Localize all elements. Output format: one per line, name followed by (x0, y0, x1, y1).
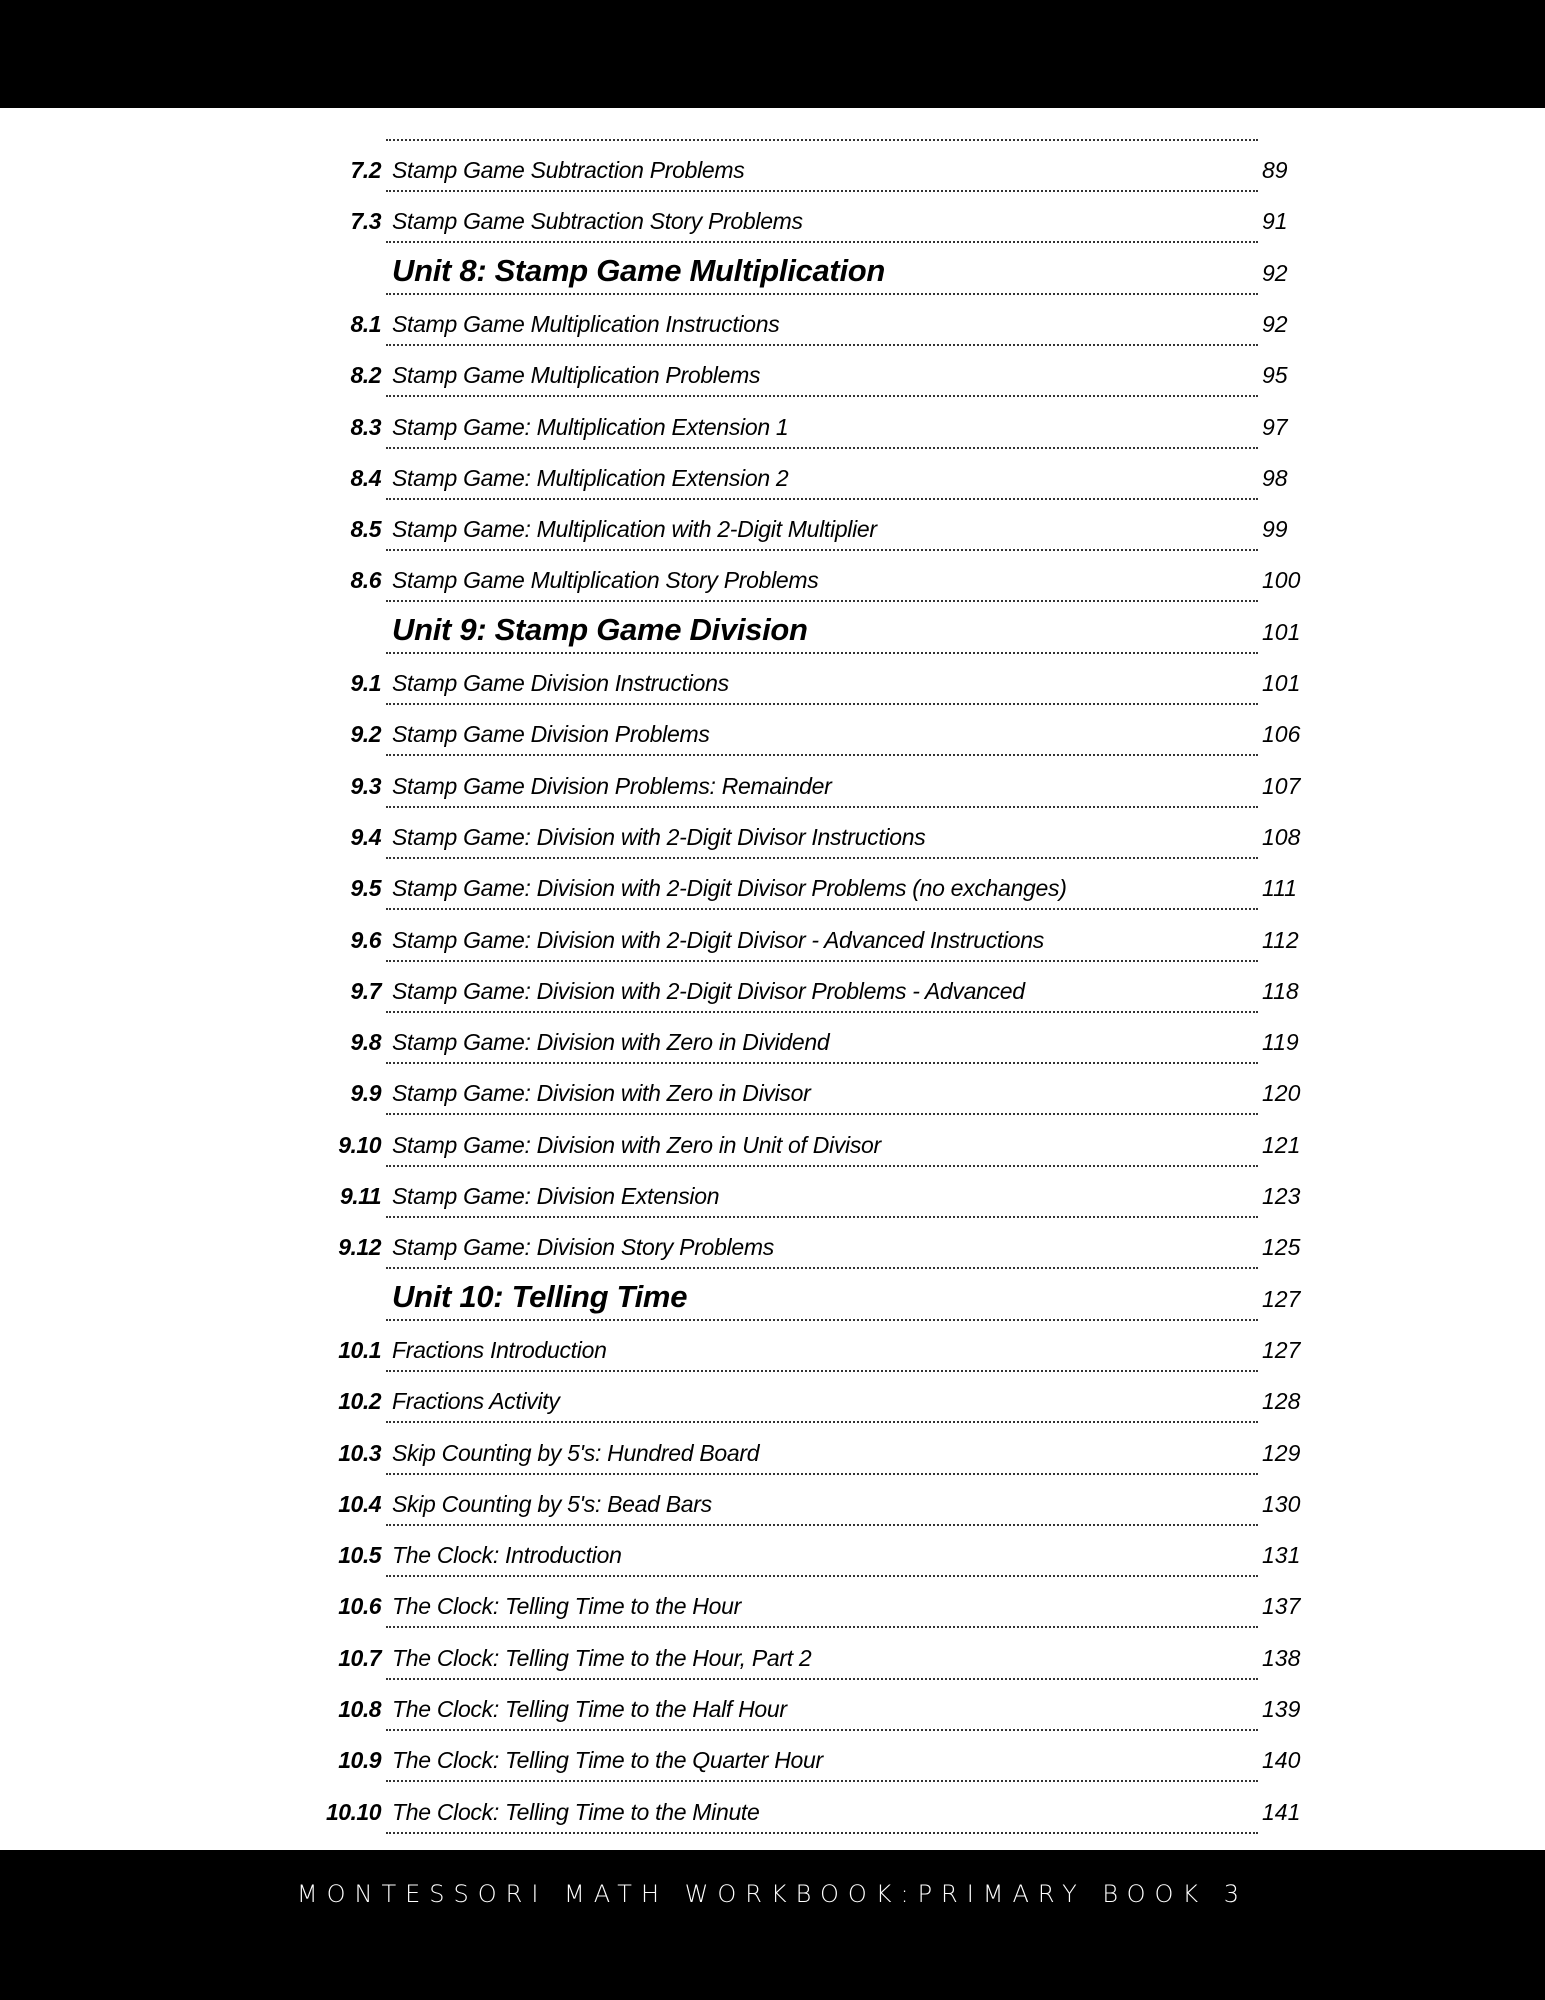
section-number: 8.2 (350, 362, 381, 389)
page-number: 130 (1262, 1490, 1301, 1517)
page-number: 129 (1262, 1439, 1301, 1466)
entry-title: The Clock: Telling Time to the Hour, Part 2 (392, 1644, 812, 1671)
section-number: 10.7 (338, 1644, 381, 1671)
entry-title: Stamp Game: Division with Zero in Unit of Divisor (392, 1131, 881, 1158)
page-number: 118 (1262, 977, 1299, 1004)
page-number: 106 (1262, 721, 1301, 748)
entry-title: Unit 8: Stamp Game Multiplication (392, 252, 886, 288)
toc-entry[interactable] (0, 1731, 1545, 1782)
section-number: 9.2 (350, 721, 381, 748)
page-footer (0, 1850, 1545, 2000)
entry-title: The Clock: Introduction (392, 1542, 622, 1569)
toc-entry[interactable] (0, 449, 1545, 500)
toc-entry[interactable] (0, 141, 1545, 192)
page-number: 89 (1262, 157, 1288, 183)
toc-entry[interactable] (0, 859, 1545, 910)
section-number: 8.5 (350, 516, 381, 543)
toc-entry[interactable] (0, 654, 1545, 705)
toc-entry[interactable] (0, 962, 1545, 1013)
page-number: 92 (1262, 259, 1288, 286)
entry-title: Stamp Game Subtraction Problems (392, 157, 745, 183)
page-number: 138 (1262, 1644, 1301, 1671)
section-number: 10.9 (338, 1747, 381, 1774)
entry-title: Stamp Game: Multiplication Extension 2 (392, 464, 789, 491)
section-number: 8.4 (350, 464, 381, 491)
page-number: 107 (1262, 772, 1301, 799)
entry-title: Stamp Game Multiplication Problems (392, 362, 761, 389)
entry-title: Stamp Game Division Problems: Remainder (392, 772, 832, 799)
page-number: 125 (1262, 1234, 1301, 1261)
section-number: 9.4 (350, 823, 381, 850)
top-black-band (0, 0, 1545, 108)
section-number: 10.2 (338, 1388, 381, 1415)
page-number: 92 (1262, 310, 1288, 337)
page-number: 98 (1262, 464, 1288, 491)
toc-unit-heading[interactable] (0, 244, 1545, 295)
toc-entry[interactable] (0, 551, 1545, 602)
toc-entry[interactable] (0, 1116, 1545, 1167)
entry-title: Stamp Game: Division with 2-Digit Divisor Problems - Advanced (392, 977, 1025, 1004)
section-number: 8.3 (350, 413, 381, 440)
entry-title: Stamp Game: Multiplication with 2-Digit Multiplier (392, 516, 877, 543)
entry-title: Stamp Game: Division with Zero in Divisor (392, 1080, 811, 1107)
entry-title: Stamp Game: Division Story Problems (392, 1234, 774, 1261)
page-number: 101 (1262, 670, 1301, 696)
page-number: 108 (1262, 823, 1301, 850)
page-number: 99 (1262, 516, 1288, 543)
toc-entry[interactable] (0, 1577, 1545, 1628)
page-number: 100 (1262, 567, 1301, 594)
entry-title: The Clock: Telling Time to the Half Hour (392, 1696, 787, 1722)
toc-entry[interactable] (0, 808, 1545, 859)
toc-entry[interactable] (0, 911, 1545, 962)
toc-entry[interactable] (0, 500, 1545, 551)
section-number: 7.2 (350, 157, 381, 183)
section-number: 9.11 (339, 1183, 381, 1209)
entry-title: Skip Counting by 5's: Hundred Board (392, 1439, 760, 1466)
toc-entry[interactable] (0, 1013, 1545, 1064)
page-number: 91 (1262, 208, 1288, 235)
page-number: 111 (1262, 875, 1297, 902)
page-number: 140 (1262, 1747, 1301, 1774)
section-number: 10.3 (338, 1439, 381, 1466)
page-number: 119 (1262, 1029, 1299, 1056)
toc-entry[interactable] (0, 1372, 1545, 1423)
toc-entry[interactable] (0, 757, 1545, 808)
page-number: 121 (1262, 1131, 1301, 1158)
entry-title: Stamp Game: Division with Zero in Dividend (392, 1029, 830, 1056)
entry-title: Fractions Introduction (392, 1336, 607, 1363)
section-number: 9.12 (338, 1234, 381, 1261)
toc-entry[interactable] (0, 192, 1545, 243)
entry-title: Stamp Game: Division Extension (392, 1183, 720, 1209)
section-number: 9.8 (350, 1029, 381, 1056)
page-number: 128 (1262, 1388, 1301, 1415)
entry-title: Skip Counting by 5's: Bead Bars (392, 1490, 712, 1517)
toc-entry[interactable] (0, 1629, 1545, 1680)
toc-entry[interactable] (0, 705, 1545, 756)
section-number: 7.3 (350, 208, 381, 235)
entry-title: Stamp Game Multiplication Instructions (392, 310, 780, 337)
toc-entry[interactable] (0, 295, 1545, 346)
toc-entry[interactable] (0, 1218, 1545, 1269)
page-number: 101 (1262, 618, 1301, 645)
toc-entry[interactable] (0, 1321, 1545, 1372)
toc-unit-heading[interactable] (0, 1270, 1545, 1321)
entry-title: Stamp Game: Division with 2-Digit Divisor Instructions (392, 823, 926, 850)
section-number: 10.10 (325, 1798, 381, 1825)
toc-entry[interactable] (0, 346, 1545, 397)
section-number: 8.6 (350, 567, 381, 594)
entry-title: Stamp Game Division Instructions (392, 670, 729, 696)
section-number: 10.8 (338, 1696, 381, 1722)
toc-entry[interactable] (0, 1424, 1545, 1475)
entry-title: Stamp Game Division Problems (392, 721, 710, 748)
entry-title: Stamp Game: Multiplication Extension 1 (392, 413, 789, 440)
section-number: 9.3 (350, 772, 381, 799)
section-number: 9.7 (350, 977, 381, 1004)
page-number: 95 (1262, 362, 1288, 389)
section-number: 9.5 (350, 875, 381, 902)
toc-entry[interactable] (0, 398, 1545, 449)
toc-entry[interactable] (0, 1680, 1545, 1731)
toc-entry[interactable] (0, 1475, 1545, 1526)
toc-entry[interactable] (0, 1526, 1545, 1577)
page-number: 141 (1262, 1798, 1301, 1825)
section-number: 10.6 (338, 1593, 381, 1620)
entry-title: Stamp Game Multiplication Story Problems (392, 567, 819, 594)
entry-title: The Clock: Telling Time to the Hour (392, 1593, 741, 1620)
section-number: 10.1 (338, 1336, 381, 1363)
entry-title: Stamp Game: Division with 2-Digit Divisor - Advanced Instructions (392, 926, 1044, 953)
entry-title: The Clock: Telling Time to the Quarter Hour (392, 1747, 823, 1774)
toc-entry[interactable] (0, 1064, 1545, 1115)
page-number: 139 (1262, 1696, 1301, 1722)
section-number: 10.5 (338, 1542, 381, 1569)
section-number: 9.6 (350, 926, 381, 953)
section-number: 9.9 (350, 1080, 381, 1107)
dotted-leader-line (386, 1832, 1258, 1834)
page-number: 120 (1262, 1080, 1301, 1107)
page-number: 127 (1262, 1336, 1301, 1363)
page-number: 123 (1262, 1183, 1301, 1209)
entry-title: The Clock: Telling Time to the Minute (392, 1798, 760, 1825)
entry-title: Unit 10: Telling Time (392, 1278, 688, 1314)
page-number: 131 (1262, 1542, 1301, 1569)
page-number: 112 (1262, 926, 1299, 953)
toc-entry[interactable] (0, 1167, 1545, 1218)
section-number: 10.4 (338, 1490, 381, 1517)
entry-title: Stamp Game: Division with 2-Digit Divisor Problems (no exchanges) (392, 875, 1067, 902)
entry-title: Unit 9: Stamp Game Division (392, 611, 808, 647)
page-number: 137 (1262, 1593, 1301, 1620)
entry-title: Stamp Game Subtraction Story Problems (392, 208, 803, 235)
page-number: 127 (1262, 1285, 1301, 1312)
toc-entry[interactable] (0, 1783, 1545, 1834)
section-number: 9.1 (350, 670, 381, 696)
toc-unit-heading[interactable] (0, 603, 1545, 654)
book-title: MONTESSORI MATH WORKBOOK:PRIMARY BOOK 3 (296, 1880, 1249, 1908)
page-number: 97 (1262, 413, 1288, 440)
section-number: 9.10 (338, 1131, 381, 1158)
entry-title: Fractions Activity (392, 1388, 560, 1415)
section-number: 8.1 (350, 310, 381, 337)
